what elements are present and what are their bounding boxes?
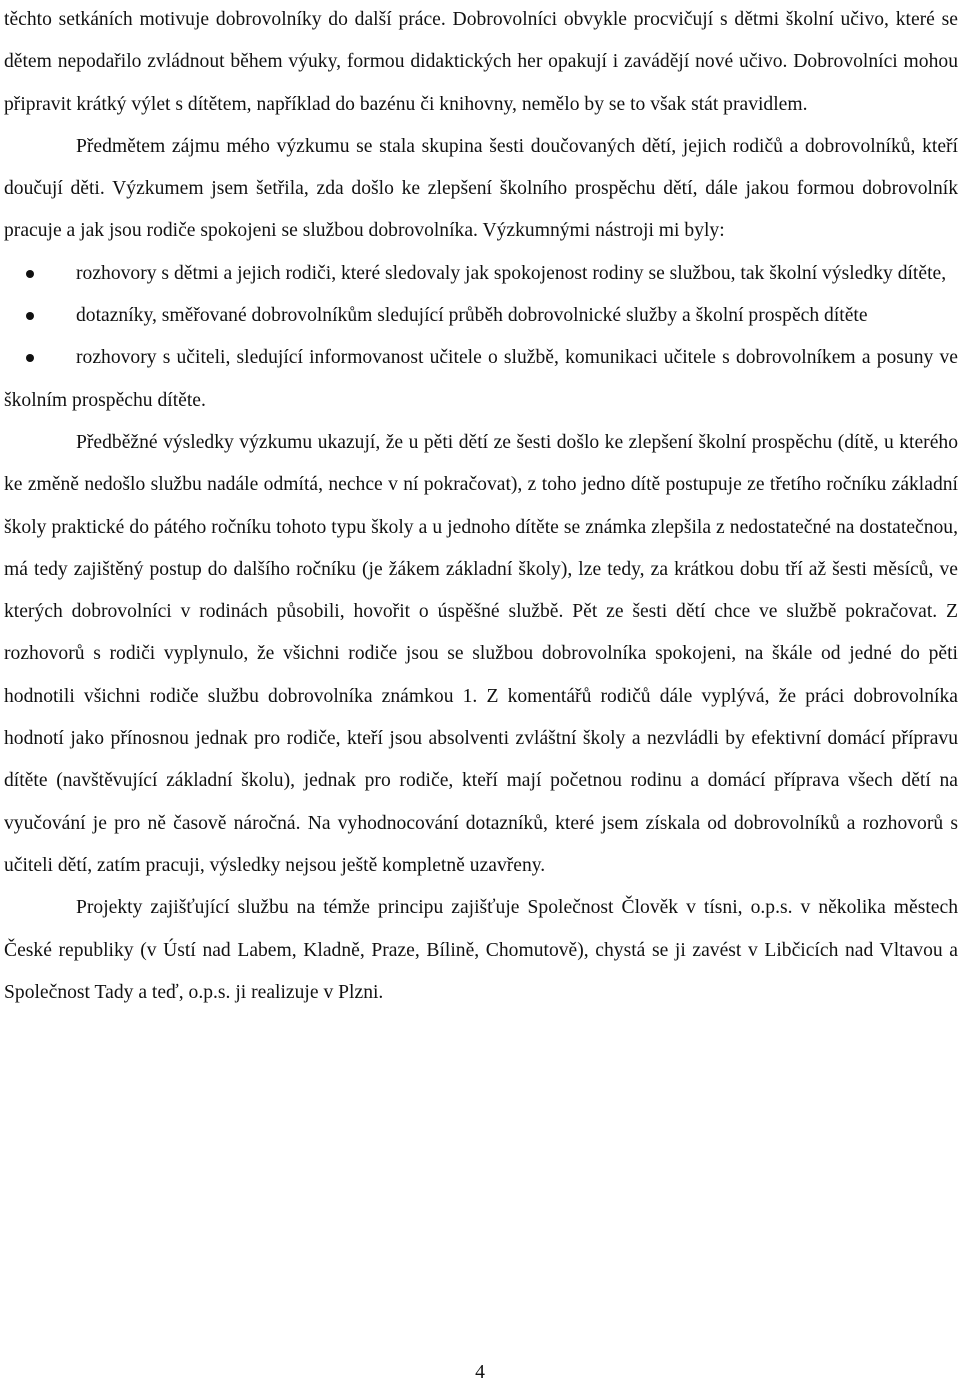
page-number: 4 [475,1362,485,1383]
bullet-icon [26,312,34,320]
paragraph-other-projects: Projekty zajišťující službu na témže principu zajišťuje Společnost Člověk v tísni, o.p.s. v několika městech České republiky (v Ústí nad Labem, Kladně, Praze, Bílině, Chomutově), chystá se ji zavést v Libčicích nad Vltavou a Společnost Tady a teď, o.p.s. ji realizuje v Plzni. [4,897,958,1003]
bullet-icon [26,354,34,362]
list-item [4,337,958,422]
document-page [4,0,958,1014]
list-item [4,295,958,337]
list-item-text: rozhovory s dětmi a jejich rodiči, které sledovaly jak spokojenost rodiny se službou, tak školní výsledky dítěte, [76,262,947,284]
list-item-text: dotazníky, směřované dobrovolníkům sledující průběh dobrovolnické služby a školní prospěch dítěte [76,305,868,327]
list-item [4,253,958,295]
list-item-text: rozhovory s učiteli, sledující informovanost učitele o službě, komunikaci učitele s dobrovolníkem a posuny ve školním prospěchu dítěte. [4,347,958,411]
research-tools-list [4,253,958,422]
paragraph-volunteer-activities: těchto setkáních motivuje dobrovolníky do další práce. Dobrovolníci obvykle procvičují s dětmi školní učivo, které se dětem nepodařilo zvládnout během výuky, formou didaktických her opakují i zavádějí nové učivo. Dobrovolníci mohou připravit krátký výlet s dítětem, například do bazénu či knihovny, nemělo by se to však stát pravidlem. [4,9,958,115]
paragraph-preliminary-results: Předběžné výsledky výzkumu ukazují, že u pěti dětí ze šesti došlo ke zlepšení školní prospěchu (dítě, u kterého ke změně nedošlo službu nadále odmítá, nechce v ní pokračovat), z toho jedno dítě postupuje ze třetího ročníku základní školy praktické do pátého ročníku tohoto typu školy a u jednoho dítěte se známka zlepšila z nedostatečné na dostatečnou, má tedy zajištěný postup do dalšího ročníku (je žákem základní školy), lze tedy, za krátkou dobu tří až šesti měsíců, ve kterých dobrovolníci v rodinách působili, hovořit o úspěšné službě. Pět ze šesti dětí chce ve službě pokračovat. Z rozhovorů s rodiči vyplynulo, že všichni rodiče jsou se službou dobrovolníka spokojeni, na škále od jedné do pěti hodnotili všichni rodiče službu dobrovolníka známkou 1. Z komentářů rodičů dále vyplývá, že práci dobrovolníka hodnotí jako přínosnou jednak pro rodiče, kteří jsou absolventi zvláštní školy a nezvládli by efektivní domácí přípravu dítěte (navštěvující základní školu), jednak pro rodiče, kteří mají početnou rodinu a domácí příprava všech dětí na vyučování je pro ně časově náročná. Na vyhodnocování dotazníků, které jsem získala od dobrovolníků a rozhovorů s učiteli dětí, zatím pracuji, výsledky nejsou ještě kompletně uzavřeny. [4,431,958,876]
paragraph-research-subject: Předmětem zájmu mého výzkumu se stala skupina šesti doučovaných dětí, jejich rodičů a dobrovolníků, kteří doučují děti. Výzkumem jsem šetřila, zda došlo ke zlepšení školního prospěchu dětí, dále jakou formou dobrovolník pracuje a jak jsou rodiče spokojeni se službou dobrovolníka. Výzkumnými nástroji mi byly: [4,135,958,242]
bullet-icon [26,270,34,278]
